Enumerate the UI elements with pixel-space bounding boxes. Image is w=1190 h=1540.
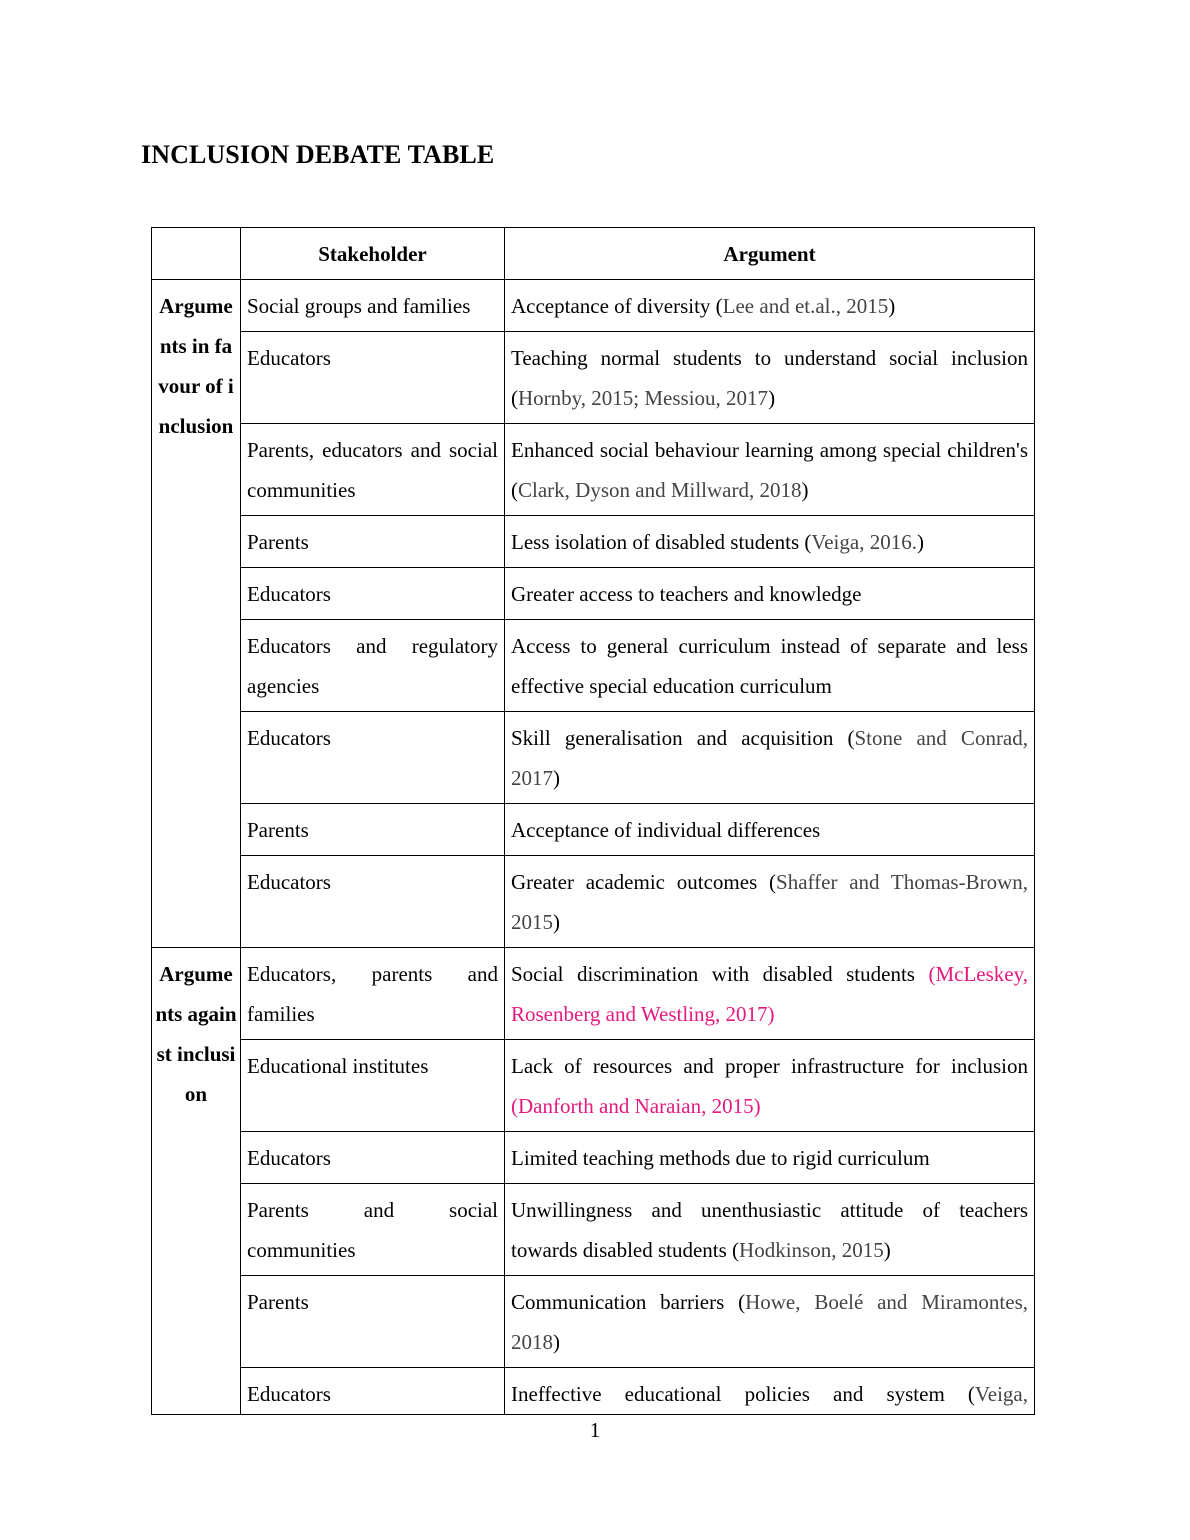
stakeholder-cell: Parents	[241, 1276, 505, 1368]
table-header-row	[152, 228, 1035, 280]
header-stakeholder: Stakeholder	[241, 228, 505, 280]
table-row	[152, 1040, 1035, 1132]
table-row	[152, 568, 1035, 620]
argument-cell: Greater academic outcomes (Shaffer and Thomas-Brown, 2015)	[505, 856, 1035, 948]
argument-cell: Skill generalisation and acquisition (Stone and Conrad, 2017)	[505, 712, 1035, 804]
stakeholder-cell: Educators	[241, 1132, 505, 1184]
document-title: INCLUSION DEBATE TABLE	[141, 140, 495, 169]
citation: Veiga,	[974, 1382, 1028, 1406]
stakeholder-cell: Parents and social communities	[241, 1184, 505, 1276]
argument-cell: Social discrimination with disabled students (McLeskey, Rosenberg and Westling, 2017)	[505, 948, 1035, 1040]
argument-cell: Communication barriers (Howe, Boelé and Miramontes, 2018)	[505, 1276, 1035, 1368]
citation: Hornby, 2015; Messiou, 2017	[518, 386, 769, 410]
citation: Lee and et.al., 2015	[722, 294, 889, 318]
stakeholder-cell: Educators	[241, 856, 505, 948]
table-row	[152, 1132, 1035, 1184]
inclusion-debate-table	[151, 227, 1039, 1415]
citation: Stone and Conrad, 2017	[511, 726, 1029, 790]
stakeholder-cell: Parents, educators and social communities	[241, 424, 505, 516]
stakeholder-cell: Educational institutes	[241, 1040, 505, 1132]
stakeholder-cell: Educators, parents and families	[241, 948, 505, 1040]
stakeholder-cell: Educators	[241, 332, 505, 424]
header-empty	[152, 228, 241, 280]
argument-cell: Unwillingness and unenthusiastic attitude of teachers towards disabled students (Hodkinson, 2015)	[505, 1184, 1035, 1276]
stakeholder-cell: Social groups and families	[241, 280, 505, 332]
table-row	[152, 804, 1035, 856]
stakeholder-cell: Educators	[241, 568, 505, 620]
page-number: 1	[589, 1418, 601, 1442]
stakeholder-cell: Parents	[241, 804, 505, 856]
argument-cell: Teaching normal students to understand social inclusion (Hornby, 2015; Messiou, 2017)	[505, 332, 1035, 424]
table-row	[152, 1184, 1035, 1276]
argument-cell: Acceptance of individual differences	[505, 804, 1035, 856]
argument-cell: Greater access to teachers and knowledge	[505, 568, 1035, 620]
table-row	[152, 856, 1035, 948]
section-favour-label: Arguments in favour of inclusion	[152, 280, 241, 948]
stakeholder-cell: Parents	[241, 516, 505, 568]
argument-cell: Enhanced social behaviour learning among special children's (Clark, Dyson and Millward, 2018)	[505, 424, 1035, 516]
argument-cell: Lack of resources and proper infrastructure for inclusion (Danforth and Naraian, 2015)	[505, 1040, 1035, 1132]
table-row	[152, 1368, 1035, 1415]
citation: Veiga, 2016.	[811, 530, 917, 554]
table-row	[152, 332, 1035, 424]
stakeholder-cell: Educators	[241, 712, 505, 804]
table-row	[152, 948, 1035, 1040]
header-argument: Argument	[505, 228, 1035, 280]
stakeholder-cell: Educators and regulatory agencies	[241, 620, 505, 712]
table-row	[152, 712, 1035, 804]
table-row	[152, 516, 1035, 568]
citation: Shaffer and Thomas-Brown, 2015	[511, 870, 1028, 934]
argument-cell: Acceptance of diversity (Lee and et.al., 2015)	[505, 280, 1035, 332]
argument-cell: Ineffective educational policies and system (Veiga,	[505, 1368, 1035, 1415]
citation: (Danforth and Naraian, 2015)	[511, 1094, 761, 1118]
argument-cell: Access to general curriculum instead of separate and less effective special education curriculum	[505, 620, 1035, 712]
citation: Hodkinson, 2015	[739, 1238, 884, 1262]
argument-cell: Limited teaching methods due to rigid curriculum	[505, 1132, 1035, 1184]
stakeholder-cell: Educators	[241, 1368, 505, 1415]
argument-cell: Less isolation of disabled students (Veiga, 2016.)	[505, 516, 1035, 568]
citation: (McLeskey, Rosenberg and Westling, 2017)	[511, 962, 1028, 1026]
table-row	[152, 1276, 1035, 1368]
table-row	[152, 424, 1035, 516]
table-row	[152, 280, 1035, 332]
table-row	[152, 620, 1035, 712]
citation: Clark, Dyson and Millward, 2018	[518, 478, 802, 502]
citation: Howe, Boelé and Miramontes, 2018	[511, 1290, 1028, 1354]
section-against-label: Arguments against inclusion	[152, 948, 241, 1415]
